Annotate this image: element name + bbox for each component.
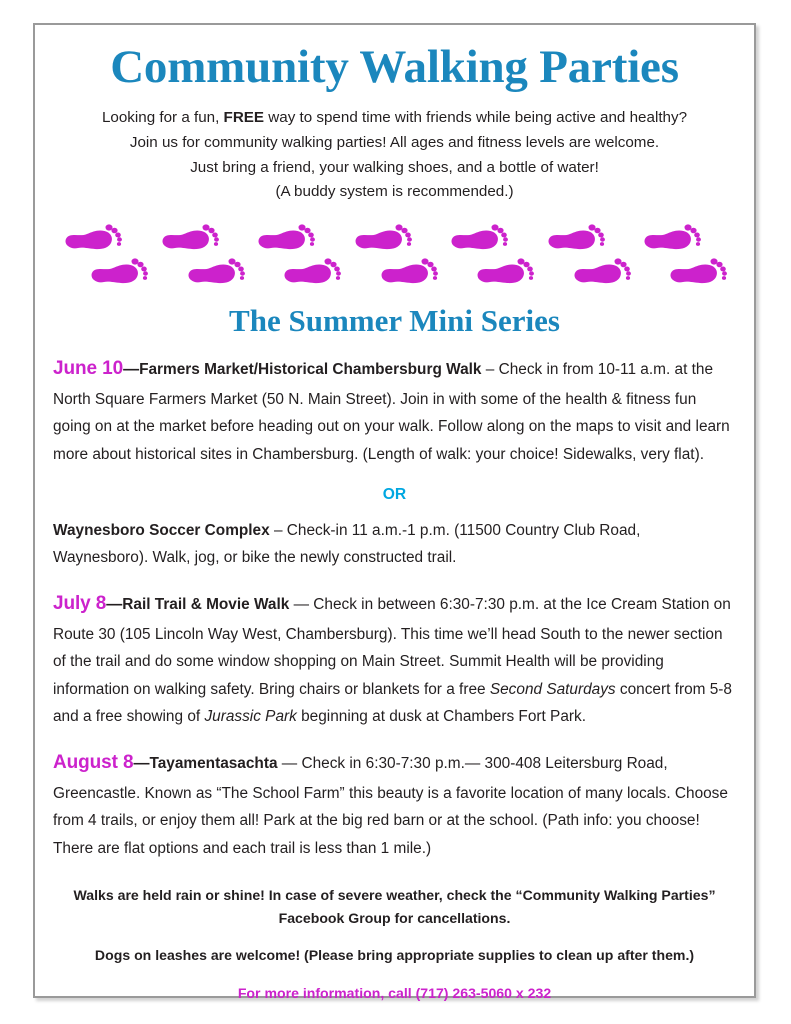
page-title: Community Walking Parties xyxy=(110,41,679,93)
intro-line-1-pre: Looking for a fun, xyxy=(101,109,224,127)
event-dash-july: — xyxy=(106,596,123,614)
event-dash-june: — xyxy=(123,360,140,378)
event-july-8 xyxy=(51,587,738,731)
event-body-july-2: concert from 5-8 and a free showing of xyxy=(53,680,732,726)
event-name-august: Tayamentasachta xyxy=(149,755,278,773)
footprint-icon xyxy=(282,257,342,291)
intro-block xyxy=(51,106,738,205)
event-name-waynesboro: Waynesboro Soccer Complex xyxy=(53,521,270,539)
intro-line-1 xyxy=(51,106,738,131)
page-border-frame xyxy=(33,23,756,1001)
footer-block xyxy=(51,884,738,1004)
event-date-august: August 8 xyxy=(53,752,134,774)
footprint-icon xyxy=(379,257,439,291)
intro-line-4: (A buddy system is recommended.) xyxy=(275,183,514,201)
footprint-icon xyxy=(186,257,246,291)
flyer-content xyxy=(35,25,754,1001)
footprint-icon xyxy=(546,223,606,257)
event-italic-second-saturdays: Second Saturdays xyxy=(489,680,616,698)
event-body-june: – Check in from 10-11 a.m. at the North Square Farmers Market (50 N. Main Street). Join in with some of the health & fitness fun going on at the market before heading out on your walk. Follow along on the maps to visit and learn more about historical sites in Chambersburg. (Length of walk: your choice! Sidewalks, very flat). xyxy=(53,360,730,463)
footprint-icon xyxy=(63,223,123,257)
footprint-icon xyxy=(160,223,220,257)
footprint-pair xyxy=(160,221,246,293)
intro-line-1-post: way to spend time with friends while being active and healthy? xyxy=(264,109,688,127)
event-date-june: June 10 xyxy=(53,357,124,379)
footprint-icon xyxy=(475,257,535,291)
footprint-icon xyxy=(572,257,632,291)
event-body-august: — Check in 6:30-7:30 p.m.— 300-408 Leitersburg Road, Greencastle. Known as “The School Farm” this beauty is a favorite location of many locals. Choose from 4 trails, or enjoy them all! Park at the big red barn or at the school. (Path info: you choose! There are flat options and each trail is less than 1 mile.) xyxy=(53,755,728,857)
footer-weather-note: Walks are held rain or shine! In case of severe weather, check the “Community Walking Parties” Facebook Group for cancellations. xyxy=(73,887,716,926)
footprint-icon xyxy=(353,223,413,257)
event-june-10 xyxy=(51,352,738,468)
intro-line-1-bold: FREE xyxy=(223,109,265,127)
intro-line-2: Join us for community walking parties! All ages and fitness levels are welcome. xyxy=(129,133,660,151)
footprint-pair xyxy=(642,221,728,293)
footprint-icon xyxy=(449,223,509,257)
footprint-pair xyxy=(63,221,149,293)
event-body-july-1: — Check in between 6:30-7:30 p.m. at the Ice Cream Station on Route 30 (105 Lincoln Way West, Chambersburg). This time we’ll head South to the newer section of the trail and do some window shopping on Main Street. Summit Health will be providing information on walking safety. Bring chairs or blankets for a free xyxy=(53,596,731,698)
event-body-waynesboro: – Check-in 11 a.m.-1 p.m. (11500 Country Club Road, Waynesboro). Walk, jog, or bike the newly constructed trail. xyxy=(53,521,641,567)
footprint-icon xyxy=(668,257,728,291)
event-body-july-3: beginning at dusk at Chambers Fort Park. xyxy=(296,708,586,726)
or-separator: OR xyxy=(382,485,407,503)
footprint-pair xyxy=(353,221,439,293)
event-august-8 xyxy=(51,746,738,862)
footer-contact-info: For more information, call (717) 263-5060 x 232 xyxy=(237,984,552,1001)
intro-line-3: Just bring a friend, your walking shoes, and a bottle of water! xyxy=(190,158,599,176)
series-heading: The Summer Mini Series xyxy=(229,302,560,338)
footprint-pair xyxy=(256,221,342,293)
event-date-july: July 8 xyxy=(53,593,107,615)
event-italic-jurassic-park: Jurassic Park xyxy=(204,708,297,726)
footprint-icon xyxy=(89,257,149,291)
event-waynesboro xyxy=(51,517,738,572)
event-dash-august: — xyxy=(133,755,150,773)
footprint-decoration-band xyxy=(51,221,738,297)
event-name-june: Farmers Market/Historical Chambersburg Walk xyxy=(139,360,482,378)
footprint-icon xyxy=(256,223,316,257)
footprint-icon xyxy=(642,223,702,257)
event-name-july: Rail Trail & Movie Walk xyxy=(122,596,290,614)
footprint-pair xyxy=(546,221,632,293)
footprint-pair xyxy=(449,221,535,293)
footer-dogs-note: Dogs on leashes are welcome! (Please bring appropriate supplies to clean up after them.) xyxy=(94,946,695,963)
